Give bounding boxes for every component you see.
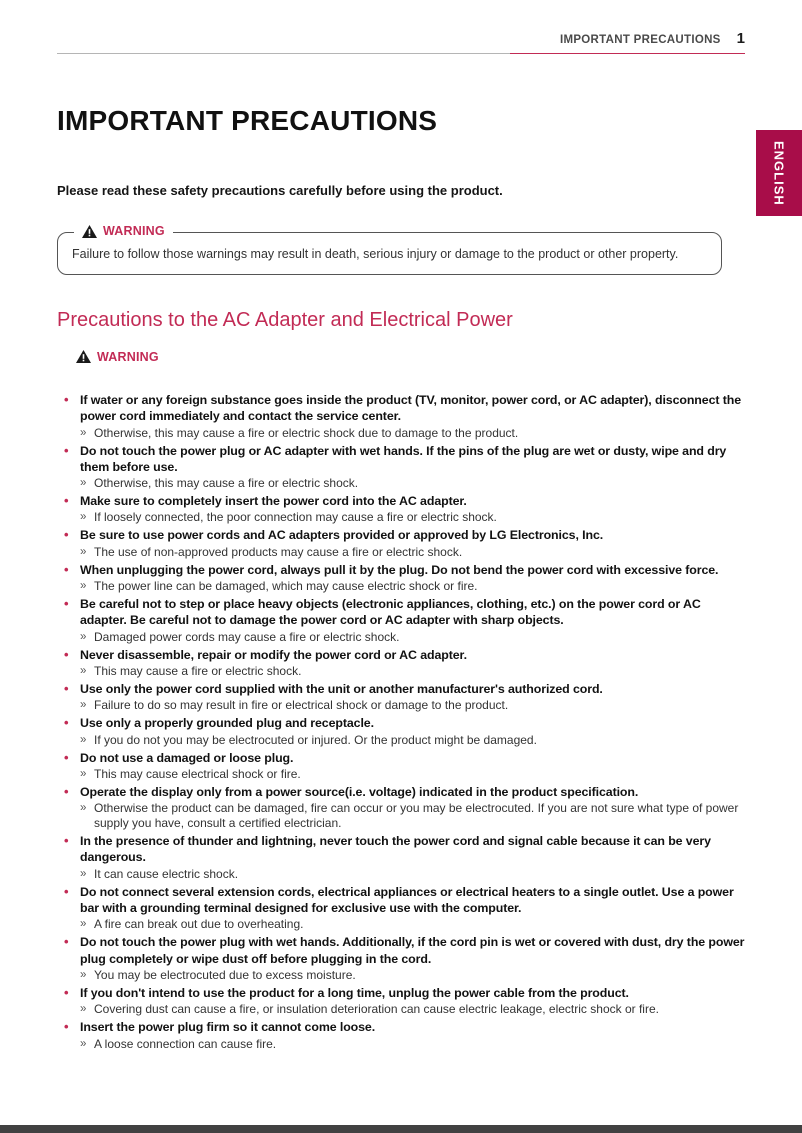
item-sub <box>80 544 746 560</box>
item-main-text: Use only the power cord supplied with the unit or another manufacturer's authorized cord. <box>80 681 603 696</box>
warning-icon <box>82 225 97 238</box>
double-chevron-marker: » <box>80 767 87 780</box>
item-main <box>64 392 746 425</box>
list-item <box>64 392 746 441</box>
item-sub-text: This may cause electrical shock or fire. <box>94 766 301 781</box>
double-chevron-marker: » <box>80 1037 87 1050</box>
list-item <box>64 985 746 1017</box>
item-main-text: Be sure to use power cords and AC adapters provided or approved by LG Electronics, Inc. <box>80 528 604 543</box>
list-item <box>64 884 746 933</box>
bullet-icon: • <box>64 527 69 543</box>
double-chevron-marker: » <box>80 545 87 558</box>
item-main-text: Do not touch the power plug or AC adapter with wet hands. If the pins of the plug are wet or dusty, wipe and dry them before use. <box>80 443 727 474</box>
item-main-text: If you don't intend to use the product for a long time, unplug the power cable from the product. <box>80 985 629 1000</box>
double-chevron-marker: » <box>80 867 87 880</box>
item-main <box>64 527 746 543</box>
bullet-icon: • <box>64 749 69 765</box>
item-main <box>64 985 746 1001</box>
item-sub-text: Otherwise the product can be damaged, fire can occur or you may be electrocuted. If you are not sure what type of power supply you have, consult a certified electrician. <box>94 801 739 831</box>
bullet-icon: • <box>64 883 69 899</box>
warning-label-text: WARNING <box>103 224 165 238</box>
item-main-text: If water or any foreign substance goes inside the product (TV, monitor, power cord, or AC adapter), disconnect the power cord immediately and contact the service center. <box>80 393 742 424</box>
item-sub-text: This may cause a fire or electric shock. <box>94 663 302 678</box>
bullet-icon: • <box>64 680 69 696</box>
list-item <box>64 784 746 831</box>
bullet-icon: • <box>64 442 69 458</box>
header-rule <box>57 53 745 55</box>
double-chevron-marker: » <box>80 511 87 524</box>
warning-label-text: WARNING <box>97 349 159 364</box>
item-sub-text: The use of non-approved products may cause a fire or electric shock. <box>94 544 463 559</box>
list-item <box>64 681 746 713</box>
double-chevron-marker: » <box>80 968 87 981</box>
double-chevron-marker: » <box>80 630 87 643</box>
bullet-icon: • <box>64 715 69 731</box>
item-sub <box>80 509 746 525</box>
bullet-icon: • <box>64 783 69 799</box>
item-sub <box>80 967 746 983</box>
double-chevron-marker: » <box>80 802 87 815</box>
header-rule-accent <box>510 53 745 54</box>
item-sub-text: A fire can break out due to overheating. <box>94 917 304 932</box>
bullet-icon: • <box>64 934 69 950</box>
item-sub <box>80 732 746 748</box>
running-title: IMPORTANT PRECAUTIONS <box>559 34 721 46</box>
item-main <box>64 647 746 663</box>
item-main-text: Insert the power plug firm so it cannot come loose. <box>80 1020 376 1035</box>
item-main <box>64 562 746 578</box>
list-item <box>64 443 746 492</box>
item-sub <box>80 766 746 782</box>
page-title: IMPORTANT PRECAUTIONS <box>57 105 438 136</box>
item-sub-text: Covering dust can cause a fire, or insulation deterioration can cause electric leakage, electric shock or fire. <box>94 1002 659 1017</box>
double-chevron-marker: » <box>80 664 87 677</box>
item-sub <box>80 697 746 713</box>
item-main <box>64 833 746 866</box>
double-chevron-marker: » <box>80 699 87 712</box>
item-main-text: When unplugging the power cord, always pull it by the plug. Do not bend the power cord with excessive force. <box>80 562 719 577</box>
bullet-icon: • <box>64 833 69 849</box>
bullet-icon: • <box>64 984 69 1000</box>
item-main <box>64 681 746 697</box>
item-main <box>64 884 746 917</box>
bullet-icon: • <box>64 1019 69 1035</box>
warning-box-text: Failure to follow those warnings may result in death, serious injury or damage to the product or other property. <box>72 247 679 261</box>
item-sub-text: Failure to do so may result in fire or electrical shock or damage to the product. <box>94 698 509 713</box>
bullet-icon: • <box>64 646 69 662</box>
item-sub-text: Otherwise, this may cause a fire or electric shock due to damage to the product. <box>94 425 519 440</box>
item-main <box>64 596 746 629</box>
section-heading: Precautions to the AC Adapter and Electrical Power <box>57 308 513 331</box>
list-item <box>64 562 746 594</box>
item-main-text: Do not connect several extension cords, electrical appliances or electrical heaters to a single outlet. Use a power bar with a grounding terminal designed for exclusive use with the computer. <box>80 884 734 916</box>
item-main <box>64 784 746 800</box>
item-main-text: Do not touch the power plug with wet hands. Additionally, if the cord pin is wet or covered with dust, dry the power plug completely or wipe dust off before plugging in the cord. <box>80 935 745 966</box>
language-tab: ENGLISH <box>756 130 802 216</box>
list-item <box>64 527 746 559</box>
item-sub <box>80 1036 746 1052</box>
list-item <box>64 647 746 679</box>
item-sub <box>80 425 746 441</box>
item-main <box>64 443 746 476</box>
double-chevron-marker: » <box>80 918 87 931</box>
item-sub <box>80 866 746 882</box>
list-item <box>64 833 746 882</box>
bullet-icon: • <box>64 596 69 612</box>
warning-box <box>57 224 722 275</box>
item-sub-text: If you do not you may be electrocuted or injured. Or the product might be damaged. <box>94 732 537 747</box>
item-main <box>64 934 746 967</box>
warning-icon <box>76 350 91 363</box>
item-sub <box>80 663 746 679</box>
item-main <box>64 1019 746 1035</box>
item-main-text: Make sure to completely insert the power cord into the AC adapter. <box>80 494 467 509</box>
warning-box-label <box>74 224 173 238</box>
double-chevron-marker: » <box>80 477 87 490</box>
running-header <box>0 0 802 47</box>
list-item <box>64 750 746 782</box>
item-sub <box>80 1001 746 1017</box>
item-sub <box>80 578 746 594</box>
bullet-icon: • <box>64 493 69 509</box>
item-main-text: Do not use a damaged or loose plug. <box>80 750 294 765</box>
item-sub-text: Damaged power cords may cause a fire or electric shock. <box>94 629 400 644</box>
item-sub <box>80 916 746 932</box>
item-sub-text: The power line can be damaged, which may cause electric shock or fire. <box>94 579 478 594</box>
item-main-text: Be careful not to step or place heavy objects (electronic appliances, clothing, etc.) on the power cord or AC adapter. Be careful not to damage the power cord or AC adapter with sharp objects. <box>80 597 701 628</box>
item-sub-text: It can cause electric shock. <box>94 866 239 881</box>
item-main-text: In the presence of thunder and lightning, never touch the power cord and signal cable because it can be very dangerous. <box>80 834 711 865</box>
item-main-text: Use only a properly grounded plug and receptacle. <box>80 716 374 731</box>
bullet-icon: • <box>64 561 69 577</box>
list-item <box>64 934 746 983</box>
precaution-list <box>64 392 746 1052</box>
item-main <box>64 715 746 731</box>
page-number: 1 <box>736 30 745 47</box>
item-main <box>64 750 746 766</box>
list-item <box>64 715 746 747</box>
item-main <box>64 493 746 509</box>
item-sub-text: Otherwise, this may cause a fire or electric shock. <box>94 476 359 491</box>
item-sub <box>80 800 746 831</box>
item-sub <box>80 629 746 645</box>
list-item <box>64 1019 746 1051</box>
item-main-text: Operate the display only from a power source(i.e. voltage) indicated in the product specification. <box>80 784 639 799</box>
list-item <box>64 493 746 525</box>
item-main-text: Never disassemble, repair or modify the power cord or AC adapter. <box>80 647 467 662</box>
section-warning-label <box>76 350 159 364</box>
double-chevron-marker: » <box>80 580 87 593</box>
double-chevron-marker: » <box>80 733 87 746</box>
bottom-bar <box>0 1125 802 1133</box>
bullet-icon: • <box>64 392 69 407</box>
intro-text: Please read these safety precautions carefully before using the product. <box>57 183 503 198</box>
item-sub <box>80 475 746 491</box>
item-sub-text: If loosely connected, the poor connection may cause a fire or electric shock. <box>94 510 497 525</box>
item-sub-text: A loose connection can cause fire. <box>94 1036 277 1051</box>
double-chevron-marker: » <box>80 1003 87 1016</box>
double-chevron-marker: » <box>80 426 87 439</box>
item-sub-text: You may be electrocuted due to excess moisture. <box>94 967 356 982</box>
list-item <box>64 596 746 645</box>
